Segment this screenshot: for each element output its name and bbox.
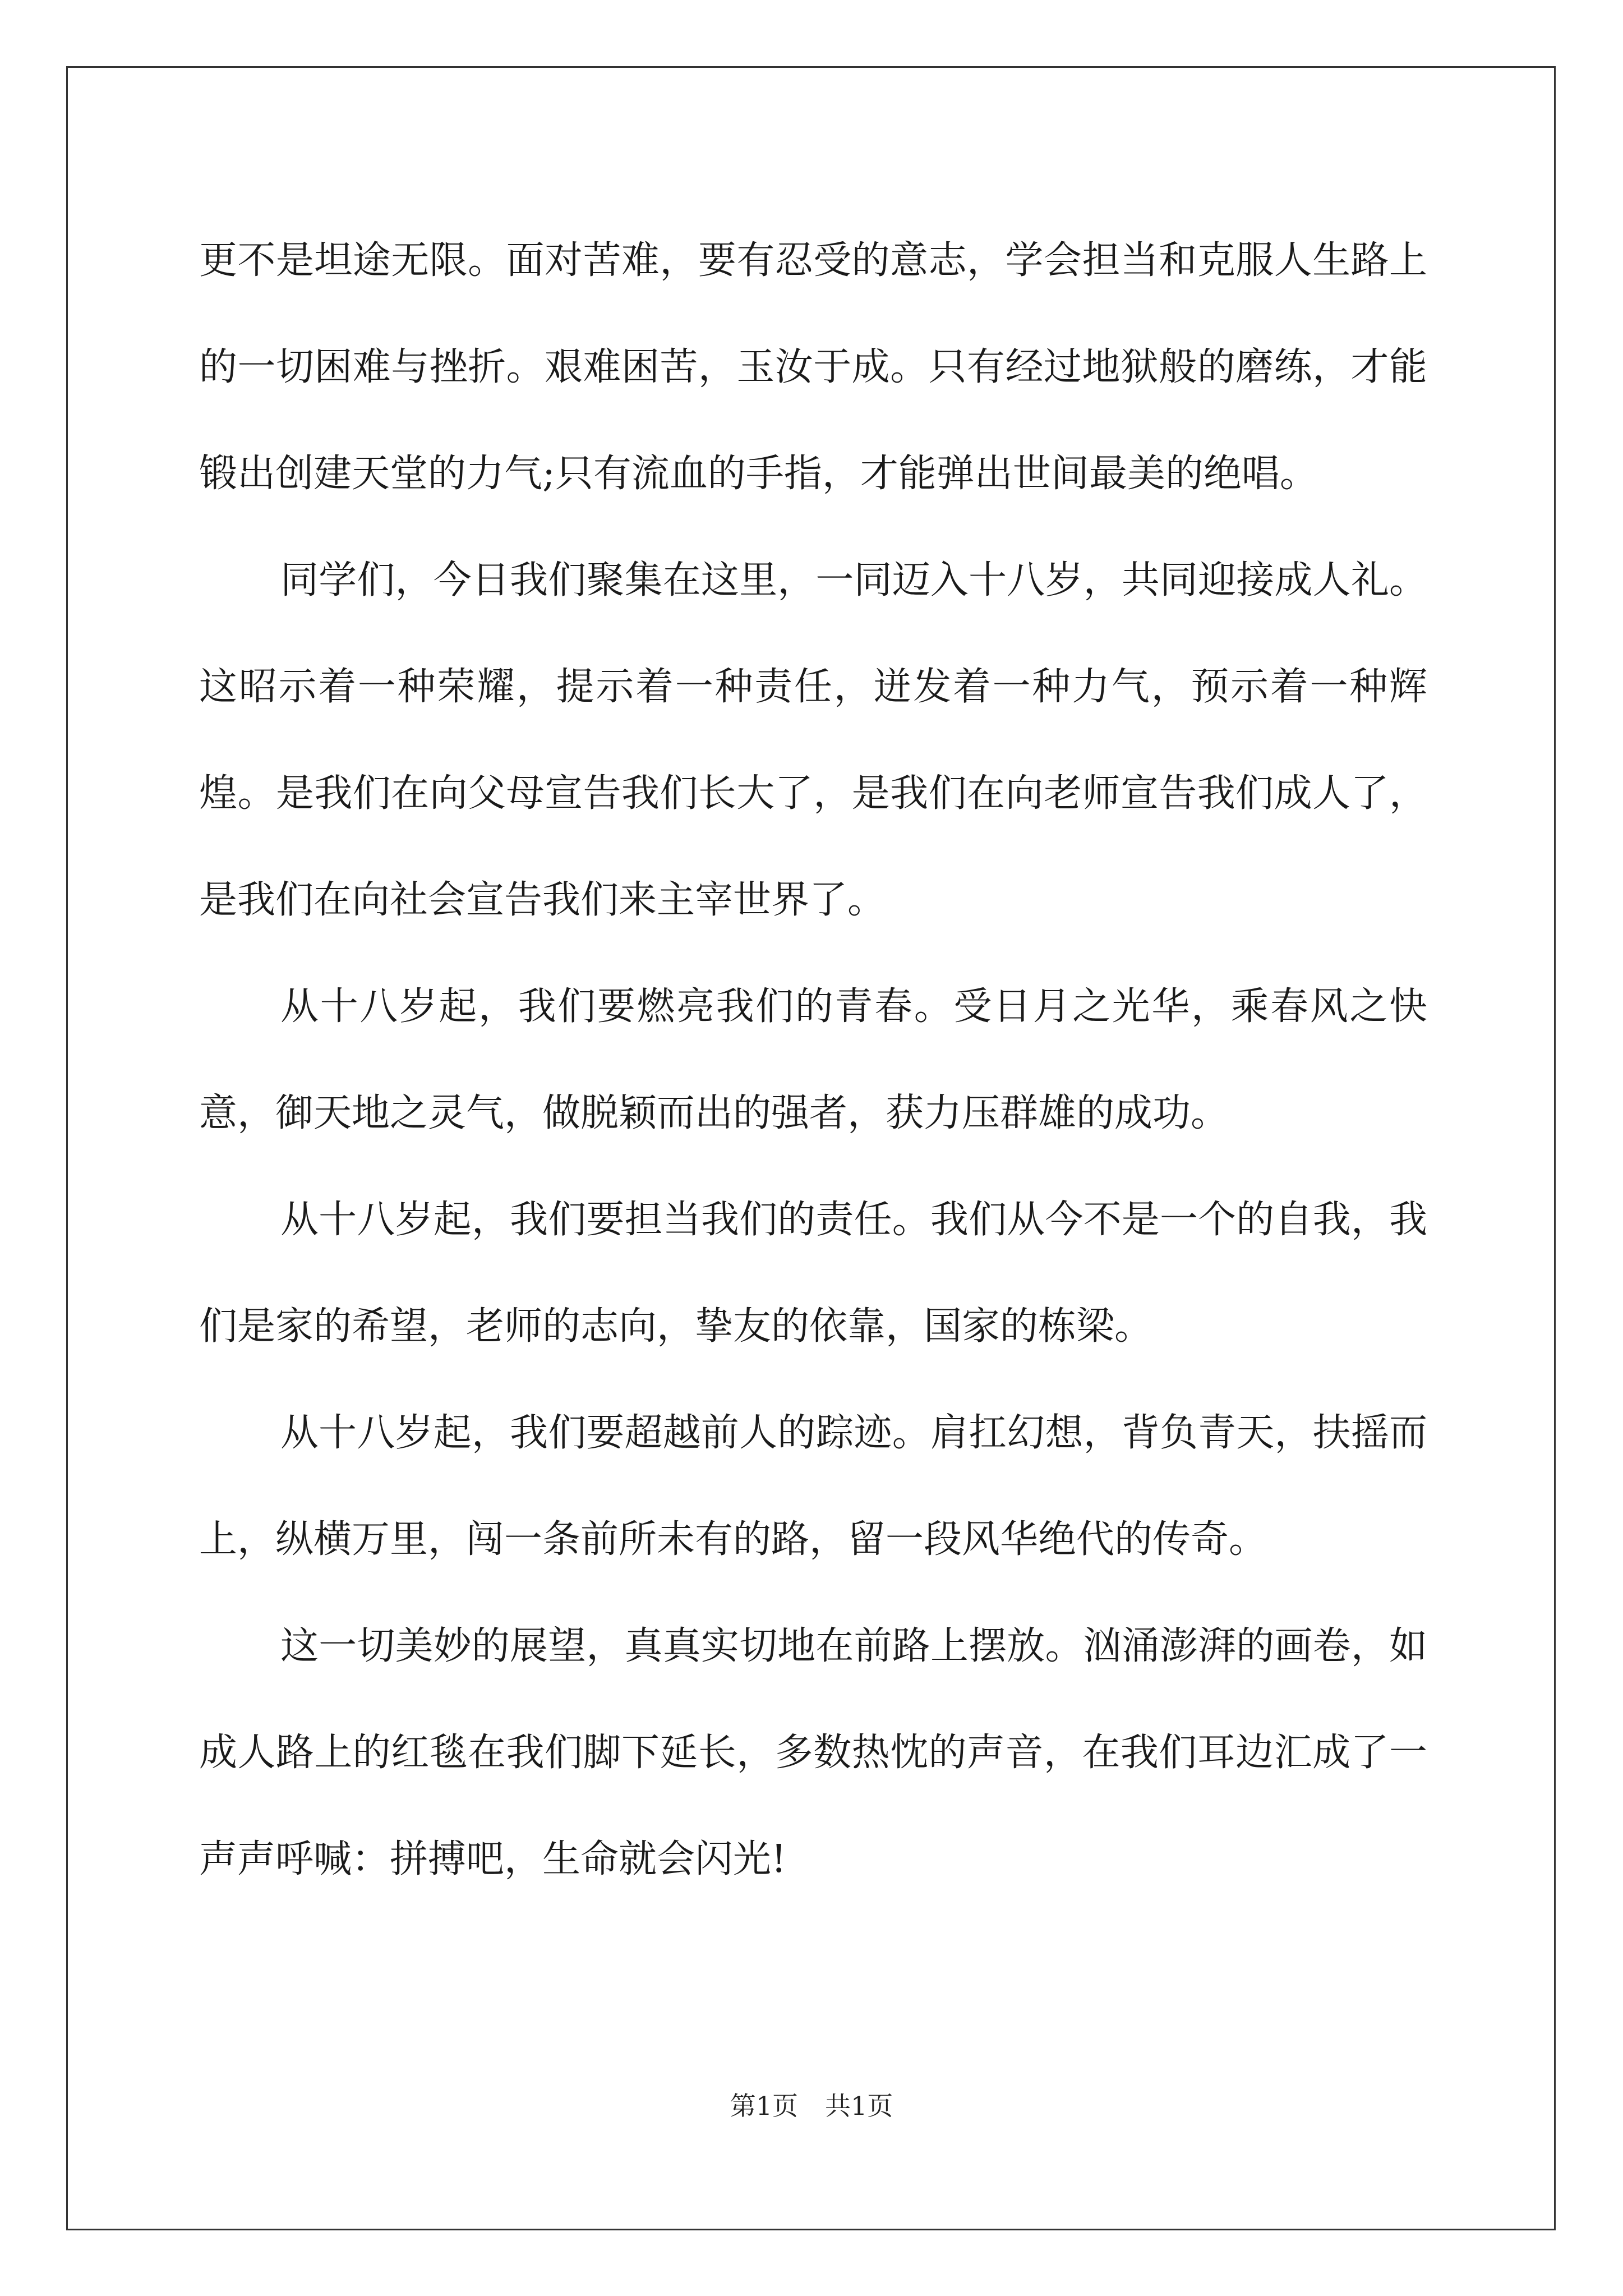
paragraph-6: 这一切美妙的展望，真真实切地在前路上摆放。汹涌澎湃的画卷，如成人路上的红毯在我们脚下延长，多数热忱的声音，在我们耳边汇成了一声声呼喊：拼搏吧，生命就会闪光! (199, 1624, 1427, 1881)
page-number-current: 第1页 (730, 2091, 798, 2121)
page-number-total: 共1页 (825, 2091, 893, 2121)
paragraph-4: 从十八岁起，我们要担当我们的责任。我们从今不是一个的自我，我们是家的希望，老师的志向，挚友的依靠，国家的栋梁。 (199, 1198, 1427, 1349)
paragraph-1: 更不是坦途无限。面对苦难，要有忍受的意志，学会担当和克服人生路上的一切困难与挫折。艰难困苦，玉汝于成。只有经过地狱般的磨练，才能锻出创建天堂的力气;只有流血的手指，才能弹出世间最美的绝唱。 (199, 238, 1427, 496)
page-footer (0, 2086, 1623, 2123)
document-body (199, 208, 1427, 1913)
paragraph-5: 从十八岁起，我们要超越前人的踪迹。肩扛幻想，背负青天，扶摇而上，纵横万里，闯一条前所未有的路，留一段风华绝代的传奇。 (199, 1411, 1427, 1562)
paragraph-2: 同学们，今日我们聚集在这里，一同迈入十八岁，共同迎接成人礼。这昭示着一种荣耀，提示着一种责任，迸发着一种力气，预示着一种辉煌。是我们在向父母宣告我们长大了，是我们在向老师宣告我们成人了，是我们在向社会宣告我们来主宰世界了。 (199, 558, 1427, 922)
paragraph-3: 从十八岁起，我们要燃亮我们的青春。受日月之光华，乘春风之快意，御天地之灵气，做脱颖而出的强者，获力压群雄的成功。 (199, 984, 1427, 1135)
